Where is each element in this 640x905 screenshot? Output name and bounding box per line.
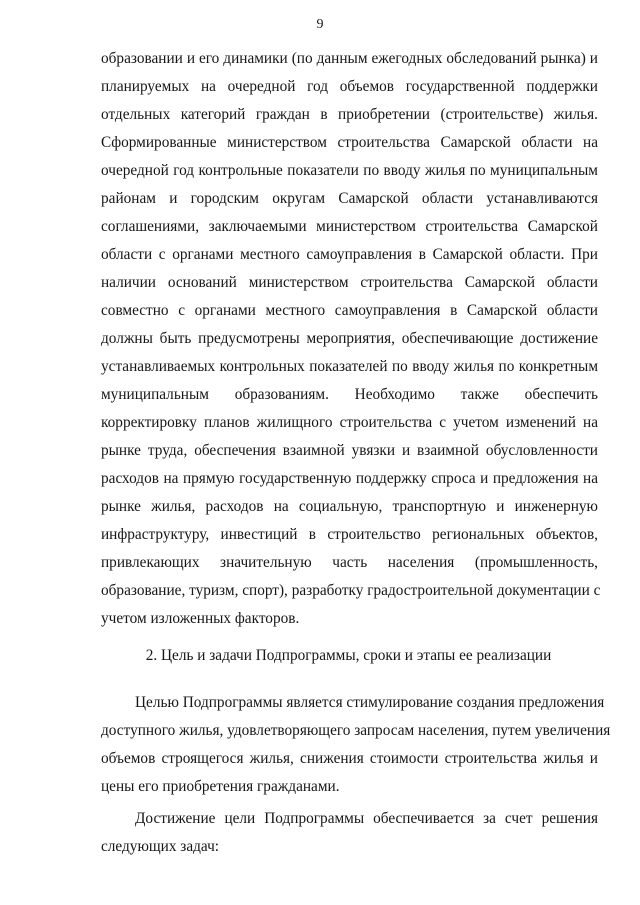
text-line: следующих задач: [101,838,220,855]
text-line: корректировку планов жилищного строительства с учетом изменений на [101,414,598,431]
text-line: области с органами местного самоуправления в Самарской области. При [101,246,598,263]
text-line: Достижение цели Подпрограммы обеспечивается за счет решения [135,810,598,827]
text-line: образовании и его динамики (по данным ежегодных обследований рынка) и [101,50,598,67]
text-line: наличии оснований министерством строительства Самарской области [101,274,598,291]
text-line: соглашениями, заключаемыми министерством строительства Самарской [101,218,598,235]
text-line: Сформированные министерством строительства Самарской области на [101,134,598,151]
text-line: очередной год контрольные показатели по вводу жилья по муниципальным [101,162,598,179]
text-line: расходов на прямую государственную поддержку спроса и предложения на [101,470,598,487]
section-heading: 2. Цель и задачи Подпрограммы, сроки и этапы ее реализации [145,647,552,664]
page-number: 9 [316,17,324,32]
text-line: рынке жилья, расходов на социальную, транспортную и инженерную [101,498,598,515]
text-line: районам и городским округам Самарской области устанавливаются [101,190,598,207]
text-line: рынке труда, обеспечения взаимной увязки и взаимной обусловленности [101,442,598,459]
text-line: доступного жилья, удовлетворяющего запросам населения, путем увеличения [101,722,611,739]
text-line: привлекающих значительную часть населения (промышленность, [101,554,598,571]
text-line: отдельных категорий граждан в приобретении (строительстве) жилья. [101,106,598,123]
text-line: устанавливаемых контрольных показателей по вводу жилья по конкретным [101,358,598,375]
text-line: объемов строящегося жилья, снижения стоимости строительства жилья и [101,750,598,767]
text-line: совместно с органами местного самоуправления в Самарской области [101,302,598,319]
text-line: муниципальным образованиям. Необходимо также обеспечить [101,386,598,403]
text-line: планируемых на очередной год объемов государственной поддержки [101,78,598,95]
text-line: образование, туризм, спорт), разработку градостроительной документации с [101,582,601,599]
text-line: цены его приобретения гражданами. [101,778,340,795]
text-line: учетом изложенных факторов. [101,610,300,627]
text-line: инфраструктуру, инвестиций в строительство региональных объектов, [101,526,598,543]
text-line: Целью Подпрограммы является стимулирование создания предложения [135,694,605,711]
text-line: должны быть предусмотрены мероприятия, обеспечивающие достижение [101,330,598,347]
